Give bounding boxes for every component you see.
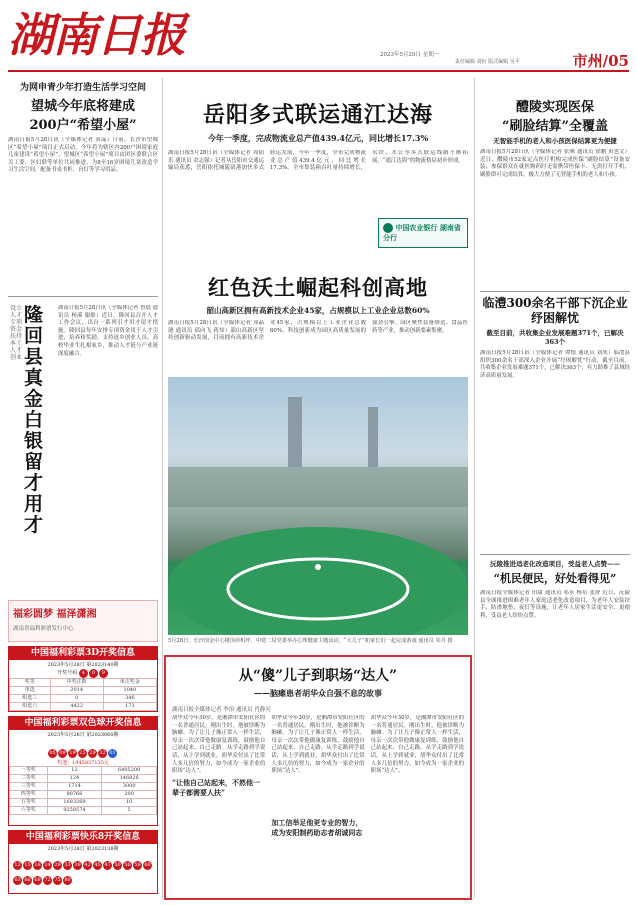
left-vertical-sub: 设立人才专项资金 扶持本土人才创业 <box>10 305 23 361</box>
right-headline-1: 醴陵实现医保 <box>515 100 594 115</box>
feature-byline: 湖南日报全媒体记者 李治 通讯员 肖静亮 <box>172 707 271 713</box>
lottery-3d-panel <box>8 646 158 712</box>
right-body-3: 湖南日报全媒体记者 田甜 通讯员 邓永 杨培 张舒 近日，沅陵县全面推进困难老年人家庭适老化改造项目，为老年人安装扶手、防滑地垫、夜灯等设施，让老年人居家生活更安全、更便利，受益老人纷纷点赞。 <box>480 590 630 619</box>
lottery-ad-line: 湖南省福利彩票发行中心 <box>13 626 74 632</box>
feature-body: 胡华众今年30岁，是湘潭市安阳社区的一名普通居民。刚出生时，他被诊断为脑瘫。为了让儿子像正常人一样生活，母亲一次次带他做康复训练，鼓励他自己站起来、自己走路。从学走路到学说话，从上学到就业，胡华众付出了比常人多几倍的努力，如今成为一家企业的职场“达人”。 <box>172 715 266 775</box>
lottery-ssq-issue: 2023年5月28日 第2023060期 <box>47 732 119 738</box>
lottery-ad <box>8 600 158 642</box>
feature-article-box <box>164 655 472 900</box>
lottery-ball: 09 <box>59 750 66 756</box>
lottery-3d-numbers <box>9 669 157 678</box>
pool-value: 1945837135元 <box>72 760 109 766</box>
table-cell: 2014 <box>50 687 103 695</box>
table-cell: 组选三 <box>10 695 51 703</box>
table-cell: 146826 <box>102 775 157 783</box>
news-photo <box>168 377 468 635</box>
lottery-ball: 66 <box>24 877 31 883</box>
right-divider-2 <box>480 554 630 555</box>
table-cell: 单注奖金 <box>103 679 156 687</box>
lottery-ssq-title: 中国福利彩票双色球开奖信息 <box>9 717 157 730</box>
lottery-ball: 29 <box>54 862 61 868</box>
feature-subhead-2: 加工信举足他更专业的智力，成为安阳制药助志者胡诚同志 <box>271 818 363 837</box>
lottery-ball: 75 <box>54 877 61 883</box>
lottery-ball: 32 <box>99 750 106 756</box>
right-headline-3: “机民便民，好处看得见” <box>493 572 617 585</box>
lottery-ball: 12 <box>14 862 21 868</box>
pool-label: 奖池 <box>57 760 68 766</box>
lottery-ball: 33 <box>64 862 71 868</box>
lottery-ball: 15 <box>24 862 31 868</box>
lottery-3d-issue: 2023年5月28日 第2023140期 <box>47 662 119 668</box>
lottery-ball: 50 <box>114 862 121 868</box>
lottery-ball: 9 <box>99 669 108 678</box>
table-cell: 五等奖 <box>10 799 48 807</box>
table-cell: 1693269 <box>47 799 102 807</box>
right-column <box>480 96 630 780</box>
table-cell: 0 <box>50 695 103 703</box>
lottery-ssq-panel <box>8 716 158 826</box>
lottery-ball: 60 <box>144 862 151 868</box>
center-mid-sub: 韶山高新区拥有高新技术企业45家，占规模以上工业企业总数60% <box>206 306 430 315</box>
lottery-ball: 29 <box>89 750 96 756</box>
right-body-1: 湖南日报5月28日讯（全媒体记者 张咪 通讯员 徐鹏 黄也文）近日，醴陵市52家定点医疗机构完成医保“刷脸结算”设备安装，参保群众在就医购药时无需携带医保卡、无需打开手机，刷脸即可完成结算，极大方便了无智能手机的老人和小孩。 <box>480 149 630 178</box>
right-headline-2: 临澧300余名干部下沉企业纾困解忧 <box>482 296 628 325</box>
table-cell: 9258574 <box>47 807 102 815</box>
lottery-ball: 72 <box>44 877 51 883</box>
masthead-title: 湖南日报 <box>8 8 184 62</box>
center-mid-headline-block <box>168 272 468 316</box>
lottery-ssq-table <box>9 766 157 815</box>
table-cell: 二等奖 <box>10 775 48 783</box>
center-top-body: 湖南日报5月28日讯（全媒体记者 周阳乐 通讯员 余志强）记者从岳阳市交通运输局获悉，岳阳依托城陵矶港加快多式联运发展，今年一季度，全市完成物流业总产值439.4亿元，同比增长17.3%。全市集装箱吞吐量持续增长，水铁、水公等多式联运线路不断拓展，“通江达海”的物流格局初步形成。 <box>168 150 468 172</box>
left-article-body: 湖南日报5月28日讯（全媒体记者 黄晶）日前，长沙市望城区“希望小屋”项目正式启动，今年将为辖区内200户困境家庭儿童建设“希望小屋”。望城区“希望小屋”项目由团区委联合区关工委、区妇联等单位共同推进，为8至16岁困境儿童改造学习生活空间，配备书桌书柜、台灯等学习用品。 <box>8 137 158 174</box>
lottery-ball: 63 <box>14 877 21 883</box>
table-cell: 六等奖 <box>10 807 48 815</box>
table-cell: 组选六 <box>10 703 51 711</box>
table-cell: 单选 <box>10 687 51 695</box>
left-column <box>8 80 158 282</box>
lottery-blue-ball: 01 <box>109 750 116 756</box>
lottery-ball: 25 <box>79 750 86 756</box>
left-vertical-headline: 隆回县真金白银留才用才 <box>24 304 44 536</box>
left-headline-main: 望城今年底将建成 <box>30 99 135 114</box>
masthead-rule <box>8 70 629 72</box>
lottery-ball: 05 <box>49 750 56 756</box>
lottery-kl8-panel <box>8 830 158 894</box>
right-body-2: 湖南日报5月28日讯（全媒体记者 谭德 通讯员 刘成）临澧县组织300余名干部深入企业开展“纾困解忧”行动，截至目前，共收集企业发展难题371个，已解决363个，有力助推了县域经济高质量发展。 <box>480 350 630 379</box>
left-article-body-2: 湖南日报5月28日讯（全媒体记者 曾晨 通讯员 杨溪 谢维）近日，隆回县召开人才工作会议，出台一系列引才用才留才措施。隆回县每年安排专项资金用于人才引进、培养和奖励，支持返乡创业人员、高校毕业生扎根家乡，推动人才链与产业链深度融合。 <box>58 305 158 357</box>
left-headline-main-2: 200户“希望小屋” <box>29 118 137 133</box>
table-cell: 三等奖 <box>10 783 48 791</box>
table-cell: 1040 <box>103 687 156 695</box>
feature-column-2 <box>271 715 364 855</box>
feature-columns <box>166 715 470 855</box>
lottery-3d-title: 中国福利彩票3D开奖信息 <box>9 647 157 660</box>
lottery-ball: 47 <box>104 862 111 868</box>
lottery-3d-table <box>9 678 157 711</box>
photo-caption: 5月28日，长沙国金中心楼顶停机坪，中建二局党委举办心理健康主题活动，“大儿子”和家长们一起完成游戏 通讯员 朱丹 摄 <box>168 638 453 644</box>
lottery-ball: 56 <box>124 862 131 868</box>
right-kicker-3: 沅陵推进适老化改造项目，受益老人点赞—— <box>490 560 620 568</box>
lottery-ball: 42 <box>84 862 91 868</box>
lottery-ad-title: 福彩圆梦 福泽潇湘 <box>13 609 97 620</box>
center-mid-headline: 红色沃土崛起科创高地 <box>208 275 428 300</box>
column-divider-right <box>474 78 475 898</box>
lottery-ball: 4 <box>79 669 88 678</box>
section-label: 市州/05 <box>572 52 629 70</box>
lottery-ball: 0 <box>89 669 98 678</box>
feature-column-3 <box>371 715 464 855</box>
lottery-ball: 68 <box>34 877 41 883</box>
lottery-ball: 19 <box>69 750 76 756</box>
center-top-headline: 岳阳多式联运通江达海 <box>202 102 433 128</box>
table-cell: 124 <box>47 775 102 783</box>
feature-column-1 <box>172 715 265 855</box>
table-cell: 346 <box>103 695 156 703</box>
center-mid-body: 湖南日报5月28日讯（全媒体记者 邓晶琎 通讯员 邱向飞 蒋知）韶山高新区坚持创新驱动发展，目前拥有高新技术企业45家，占规模以上工业企业总数60%，科技创新成为园区高质量发展的强劲引擎。园区聚焦装备制造、食品医药等产业，推动创新要素集聚。 <box>168 320 468 342</box>
center-top-headline-block <box>168 98 468 144</box>
feature-subhead-1: “让他自己站起来，不然他一辈子都需要人扶” <box>172 778 261 797</box>
table-cell: 173 <box>103 703 156 711</box>
right-sub-1: 无智能手机的老人和小孩医保结算更为便捷 <box>493 137 617 145</box>
table-cell: 一等奖 <box>10 767 48 775</box>
right-headline-1b: “刷脸结算”全覆盖 <box>502 119 608 134</box>
table-cell: 3000 <box>102 783 157 791</box>
lottery-ball: 24 <box>44 862 51 868</box>
lottery-kl8-title: 中国福利彩票快乐8开奖信息 <box>9 831 157 844</box>
feature-subtitle: ——脑瘫患者胡华众自强不息的故事 <box>254 688 382 698</box>
lottery-ball: 45 <box>94 862 101 868</box>
lottery-ball: 18 <box>34 862 41 868</box>
lottery-kl8-issue: 2023年5月28日 第2023138期 <box>47 846 119 852</box>
table-cell: 4422 <box>50 703 103 711</box>
masthead-date: 2023年5月29日 星期一 <box>380 52 440 58</box>
table-cell: 6405200 <box>102 767 157 775</box>
table-cell: 10 <box>102 799 157 807</box>
table-cell: 四等奖 <box>10 791 48 799</box>
lottery-ball: 80 <box>64 877 71 883</box>
lottery-ssq-pool: 奖池：1945837135元 <box>57 760 109 766</box>
table-cell: 奖等 <box>10 679 51 687</box>
lottery-3d-number-label: 开奖号码 <box>57 670 78 676</box>
table-cell: 12 <box>47 767 102 775</box>
table-cell: 5 <box>102 807 157 815</box>
left-divider <box>8 296 158 297</box>
right-sub-2: 截至目前，共收集企业发展难题371个，已解决363个 <box>486 329 624 346</box>
helipad-photo-illustration <box>168 377 468 635</box>
bank-logo-icon <box>383 223 393 233</box>
table-cell: 200 <box>102 791 157 799</box>
center-top-sub: 今年一季度，完成物流业总产值439.4亿元，同比增长17.3% <box>207 133 429 143</box>
lottery-ssq-balls <box>9 739 157 758</box>
bank-ad <box>378 218 468 248</box>
lottery-ball: 58 <box>134 862 141 868</box>
table-cell: 中奖注数 <box>50 679 103 687</box>
table-cell: 1714 <box>47 783 102 791</box>
masthead-editors: 责任编辑 刘衍 版式编辑 吴平 <box>455 59 520 65</box>
lottery-ball: 39 <box>74 862 81 868</box>
feature-title: 从“傻”儿子到职场“达人” <box>238 668 398 684</box>
feature-body-2: 胡华众今年30岁，是湘潭市安阳社区的一名普通居民。刚出生时，他被诊断为脑瘫。为了让儿子像正常人一样生活，母亲一次次带他做康复训练，鼓励他自己站起来、自己走路。从学走路到学说话，从上学到就业，胡华众付出了比常人多几倍的努力，如今成为一家企业的职场“达人”。 <box>271 715 365 775</box>
right-divider <box>480 291 630 292</box>
left-headline-kicker: 为网申青少年打造生活学习空间 <box>19 83 146 93</box>
bank-ad-text: 中国农业银行 湖南省分行 <box>383 223 461 242</box>
column-divider <box>162 78 163 898</box>
feature-body-3: 胡华众今年30岁，是湘潭市安阳社区的一名普通居民。刚出生时，他被诊断为脑瘫。为了让儿子像正常人一样生活，母亲一次次带他做康复训练，鼓励他自己站起来、自己走路。从学走路到学说话，从上学到就业，胡华众付出了比常人多几倍的努力，如今成为一家企业的职场“达人”。 <box>370 715 464 775</box>
table-cell: 90766 <box>47 791 102 799</box>
lottery-kl8-balls <box>9 853 157 887</box>
